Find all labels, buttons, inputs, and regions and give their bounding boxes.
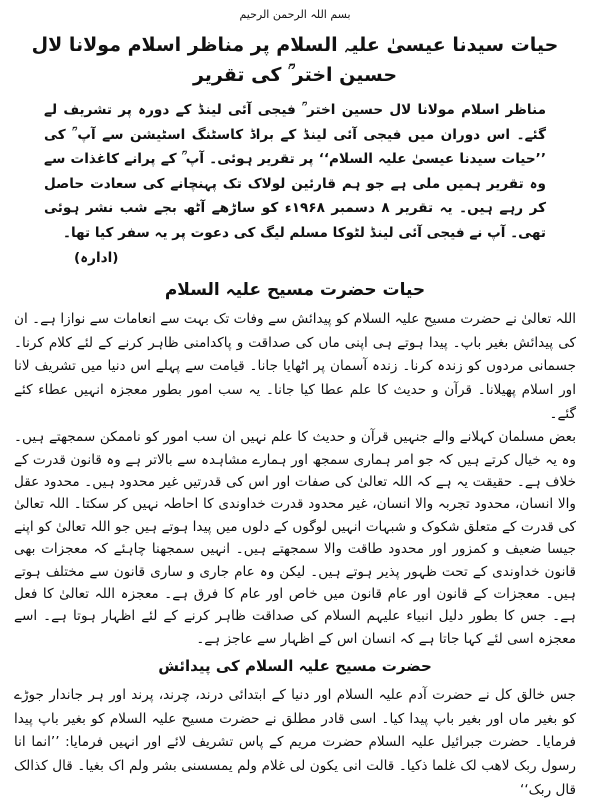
- section1-paragraph-1: اللہ تعالیٰ نے حضرت مسیح علیہ السلام کو پیدائش سے وفات تک بہت سے انعامات سے نوازا ہے۔ ان کی پیدائش بغیر باپ۔ پیدا ہوتے ہی اپنی ماں کی صداقت و پاکدامنی ظاہر کرنے کے لئے کلام کرنا۔ جسمانی مردوں کو زندہ کرنا۔ زندہ آسمان پر اٹھایا جانا۔ قیامت سے پہلے اس دنیا میں تشریف لانا اور اسلام پھیلانا۔ قرآن و حدیث کا علم عطا کیا جانا۔ یہ سب امور بطور معجزہ انہیں عطاء کئے گئے۔: [14, 311, 576, 422]
- page-title: حیات سیدنا عیسیٰ علیہ السلام پر مناظر اسلام مولانا لال حسین اختر ؒ کی تقریر: [31, 34, 559, 86]
- bismillah: بسم اللہ الرحمن الرحیم: [239, 8, 351, 21]
- intro-paragraph: مناظر اسلام مولانا لال حسین اختر ؒ فیجی آئی لینڈ کے دورہ پر تشریف لے گئے۔ اس دوران میں فیجی آئی لینڈ کے براڈ کاسٹنگ اسٹیشن سے آپ ؒ کی ’’حیات سیدنا عیسیٰ علیہ السلام‘‘ پر تقریر ہوئی۔ آپ ؒ کے پرانے کاغذات سے وہ تقریر ہمیں ملی ہے جو ہم قارئین لولاک تک پہنچانے کی سعادت حاصل کر رہے ہیں۔ یہ تقریر ۸ دسمبر ۱۹۶۸ء کو ساڑھے آٹھ بجے شب نشر ہوئی تھی۔ آپ نے فیجی آئی لینڈ لٹوکا مسلم لیگ کی دعوت پر یہ سفر کیا تھا۔: [44, 102, 546, 241]
- intro-signature: (ادارہ): [74, 249, 119, 266]
- section-heading-birth: حضرت مسیح علیہ السلام کی پیدائش: [158, 657, 432, 676]
- section2-paragraph-1: جس خالق کل نے حضرت آدم علیہ السلام اور دنیا کے ابتدائی درند، چرند، پرند اور ہر جاندار جوڑے کو بغیر ماں اور بغیر باپ پیدا کیا۔ اسی قادر مطلق نے حضرت مسیح علیہ السلام کو بغیر باپ پیدا فرمایا۔ حضرت جبرائیل علیہ السلام حضرت مریم کے پاس تشریف لائے اور انہیں فرمایا: ’’انما انا رسول ربک لاھب لک غلما ذکیا۔ قالت انی یکون لی غلام ولم یمسسنی بشر ولم اک بغیا۔ قال کذالک قال ربک‘‘: [14, 687, 576, 798]
- section1-paragraph-2: بعض مسلمان کہلانے والے جنہیں قرآن و حدیث کا علم نہیں ان سب امور کو ناممکن سمجھتے ہیں۔ وہ یہ خیال کرتے ہیں کہ جو امر ہماری سمجھ اور ہمارے مشاہدہ سے بالاتر ہے وہ قانون قدرت کے خلاف ہے۔ حقیقت یہ ہے کہ اللہ تعالیٰ کی صفات اور اس کی قدرتیں غیر محدود ہیں۔ محدود عقل والا انسان، محدود تجربہ والا انسان، غیر محدود قدرت خداوندی کا احاطہ نہیں کر سکتا۔ اللہ تعالیٰ کی قدرت کے متعلق شکوک و شبہات انہیں لوگوں کے دلوں میں پیدا ہوتے ہیں جو اللہ تعالیٰ کو اپنے جیسا ضعیف و کمزور اور محدود طاقت والا سمجھتے ہیں۔ انہیں سمجھنا چاہئے کہ معجزات بھی قانون خداوندی کے تحت ظہور پذیر ہوتے ہیں۔ لیکن وہ عام جاری و ساری قانون سے مختلف ہوتے ہیں۔ معجزات کے قانون اور عام قانون میں خاص اور عام کا فرق ہے۔ معجزہ اللہ تعالیٰ کا فعل ہے۔ جس کا بطور دلیل انبیاء علیہم السلام کی صداقت ظاہر کرنے کے لئے اظہار ہوتا ہے۔ اسے معجزہ اسی لئے کہا جاتا ہے کہ انسان اس کے اظہار سے عاجز ہے۔: [14, 429, 576, 647]
- section-heading-hayat: حیات حضرت مسیح علیہ السلام: [164, 280, 426, 301]
